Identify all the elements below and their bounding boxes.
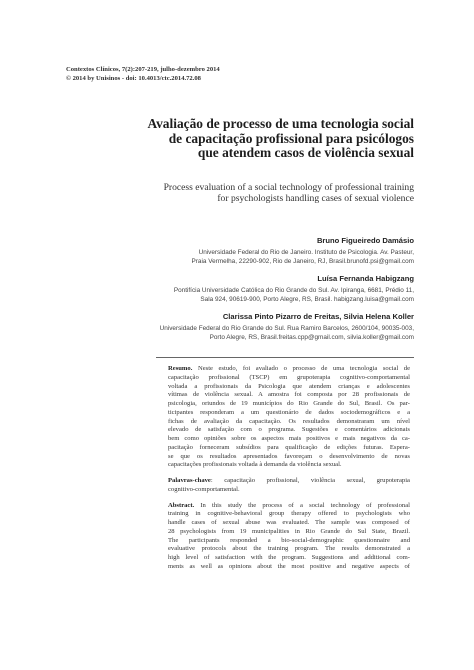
resumo-line: bem como opiniões sobre os aspectos mais positivos e mais negativos da ca-	[168, 435, 410, 442]
resumo-paragraph	[168, 365, 410, 470]
resumo-line: voltada a profissionais da Psicologia que atendem crianças e adolescentes	[168, 382, 410, 390]
resumo-line: pacitação forneceram subsídios para qualificação de edições futuras. Espera-	[168, 443, 410, 451]
abstract-line: handle cases of sexual abuse was evaluated. The sample was composed of	[168, 519, 410, 526]
article-title-english	[54, 182, 414, 205]
keywords-text: : capacitação profissional, violência sexual, grupoterapia	[210, 477, 410, 484]
abstract-line	[168, 502, 410, 511]
resumo-line: elevado de satisfação com o programa. Sugestões e comentários adicionais	[168, 426, 410, 434]
author-list	[34, 236, 414, 351]
abstract-line: The participants responded a bio-social-demographic questionnaire and	[168, 536, 410, 544]
keywords-paragraph	[168, 477, 410, 495]
resumo-line: fichas de avaliação da capacitação. Os resultados demonstraram um nível	[168, 417, 410, 425]
journal-citation: Contextos Clínicos, 7(2):207-219, julho-dezembro 2014	[66, 66, 220, 73]
resumo-line: capacitações profissionais voltada à demanda da violência sexual.	[168, 461, 342, 469]
title-line: Avaliação de processo de uma tecnologia social	[147, 116, 414, 131]
author-affiliation	[34, 287, 414, 304]
abstract-line: ments as well as opinions about the most positive and negative aspects of	[168, 562, 410, 570]
keywords-line	[168, 477, 410, 486]
resumo-line	[168, 365, 410, 374]
abstract-line: evaluative protocols about the training program. The results demonstrated a	[168, 545, 410, 553]
affiliation-line: Sala 924, 90619-900, Porto Alegre, RS, Brasil. habigzang.luisa@gmail.com	[200, 295, 414, 303]
author-name: Clarissa Pinto Pizarro de Freitas, Silvia Helena Koller	[222, 312, 414, 322]
resumo-line: psicologia, oriundos de 19 municípios do Rio Grande do Sul, Brasil. Os par-	[168, 400, 410, 407]
abstract-line: training in cognitive-behavioral group therapy offered to psychologists who	[168, 510, 410, 518]
resumo-text: Neste estudo, foi avaliado o processo de uma tecnologia social de	[197, 365, 410, 372]
journal-doi: © 2014 by Unisinos - doi: 10.4013/ctc.2014.72.08	[66, 74, 201, 82]
author-name: Bruno Figueiredo Damásio	[316, 236, 414, 245]
abstract-text: In this study the process of a social technology of professional	[200, 501, 410, 509]
resumo-line: capacitação profissional (TSCP) em grupoterapia cognitivo-comportamental	[168, 373, 410, 381]
author-affiliation	[34, 325, 414, 342]
abstract-column	[168, 365, 410, 579]
abstract-line: 28 psychologists from 19 municipalities in Rio Grande do Sul State, Brazil.	[168, 527, 410, 535]
resumo-line: se que os resultados apresentados favoreçam o desenvolvimento de novas	[168, 452, 410, 460]
article-title	[54, 117, 414, 161]
affiliation-line: Universidade Federal do Rio de Janeiro. Instituto de Psicologia. Av. Pasteur,	[198, 249, 414, 256]
section-divider	[156, 357, 414, 358]
author-block	[34, 236, 414, 266]
author-affiliation	[34, 249, 414, 266]
keywords-label: Palavras-chave	[168, 477, 211, 484]
title-line: que atendem casos de violência sexual	[197, 145, 414, 161]
abstract-label: Abstract.	[168, 501, 195, 509]
author-block	[34, 312, 414, 342]
english-title-line: for psychologists handling cases of sexual violence	[217, 193, 414, 205]
author-block	[34, 274, 414, 304]
abstract-line: high level of satisfaction with the program. Suggestions and additional com-	[168, 554, 410, 561]
keywords-line: cognitivo-comportamental.	[168, 485, 240, 493]
resumo-line: vítimas de violência sexual. A amostra foi composta por 28 profissionais de	[168, 391, 410, 399]
affiliation-line: Praia Vermelha, 22290-902, Rio de Janeiro, RJ, Brasil.brunofd.psi@gmail.com	[191, 257, 414, 265]
affiliation-line: Pontifícia Universidade Católica do Rio Grande do Sul. Av. Ipiranga, 6681, Prédio 11,	[173, 287, 414, 295]
author-name: Luísa Fernanda Habigzang	[317, 274, 414, 284]
resumo-label: Resumo.	[168, 365, 193, 372]
affiliation-line: Universidade Federal do Rio Grande do Sul. Rua Ramiro Barcelos, 2600/104, 90035-003,	[159, 325, 414, 333]
journal-header	[66, 66, 220, 83]
resumo-line: ticipantes responderam a um questionário de dados sociodemográficos e a	[168, 408, 410, 416]
title-line: de capacitação profissional para psicólogos	[168, 130, 414, 146]
abstract-paragraph	[168, 502, 410, 572]
english-title-line: Process evaluation of a social technology of professional training	[163, 182, 414, 193]
affiliation-line: Porto Alegre, RS, Brasil.freitas.cpp@gmail.com, silvia.koller@gmail.com	[209, 333, 414, 341]
